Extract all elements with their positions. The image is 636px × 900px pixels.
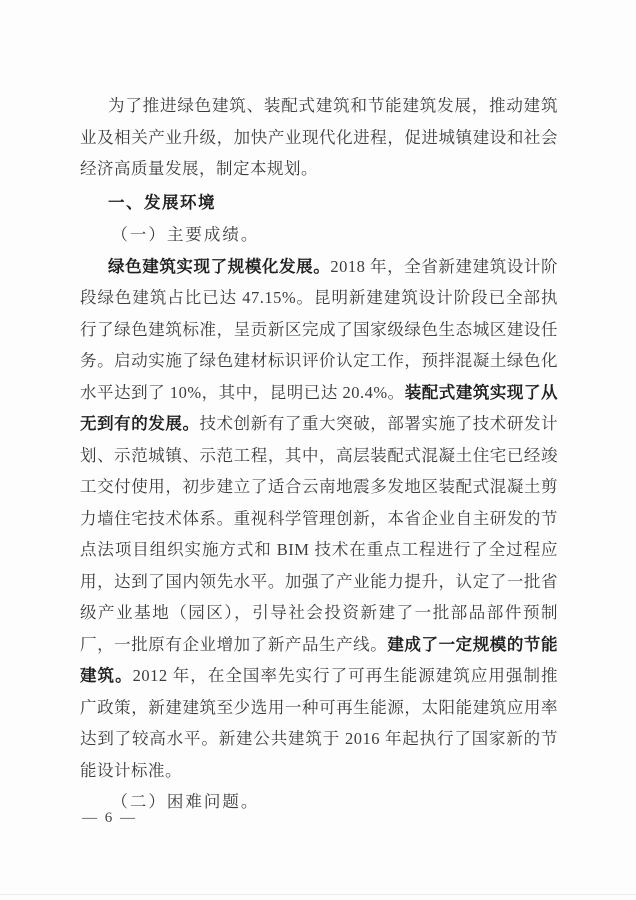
document-content [80,90,558,818]
lead-green-building: 绿色建筑实现了规模化发展。 [108,256,331,276]
paragraph-intro: 为了推进绿色建筑、装配式建筑和节能建筑发展，推动建筑业及相关产业升级，加快产业现代化进程，促进城镇建设和社会经济高质量发展，制定本规划。 [80,96,558,178]
text-prefab-building: 技术创新有了重大突破，部署实施了技术研发计划、示范城镇、示范工程，其中，高层装配式混凝土住宅已经竣工交付使用，初步建立了适合云南地震多发地区装配式混凝土剪力墙住宅技术体系。重视科学管理创新，本省企业自主研发的节点法项目组织实施方式和 BIM 技术在重点工程进行了全过程应用，达到了国内领先水平。加强了产业能力提升，认定了一批省级产业基地（园区），引导社会投资新建了一批部品部件预制厂，一批原有企业增加了新产品生产线。 [80,414,559,654]
subsection-title-problems: （二）困难问题。 [111,792,260,811]
text-energy-saving-building: 2012 年，在全国率先实行了可再生能源建筑应用强制推广政策，新建建筑至少选用一种可再生能源，太阳能建筑应用率达到了较高水平。新建公共建筑于 2016 年起执行了国家新的节能设计标准。 [80,666,559,780]
page-footer [82,810,137,827]
paragraph-achievements [80,251,558,787]
lead-prefab-building: 装配式建筑实现了从无到有的发展。 [80,382,559,433]
section-heading-development-environment: 一、发展环境 [108,193,217,212]
scan-edge-artifact [0,894,636,895]
page-number: — 6 — [82,810,137,826]
text-green-building: 2018 年，全省新建建筑设计阶段绿色建筑占比已达 47.15%。昆明新建建筑设计阶段已全部执行了绿色建筑标准，呈贡新区完成了国家级绿色生态城区建设任务。启动实施了绿色建材标识评价认定工作，预拌混凝土绿色化水平达到了 10%，其中，昆明已达 20.4%。 [80,256,559,402]
lead-energy-saving-building: 建成了一定规模的节能建筑。 [80,634,559,685]
subsection-title-achievements: （一）主要成绩。 [111,225,260,244]
